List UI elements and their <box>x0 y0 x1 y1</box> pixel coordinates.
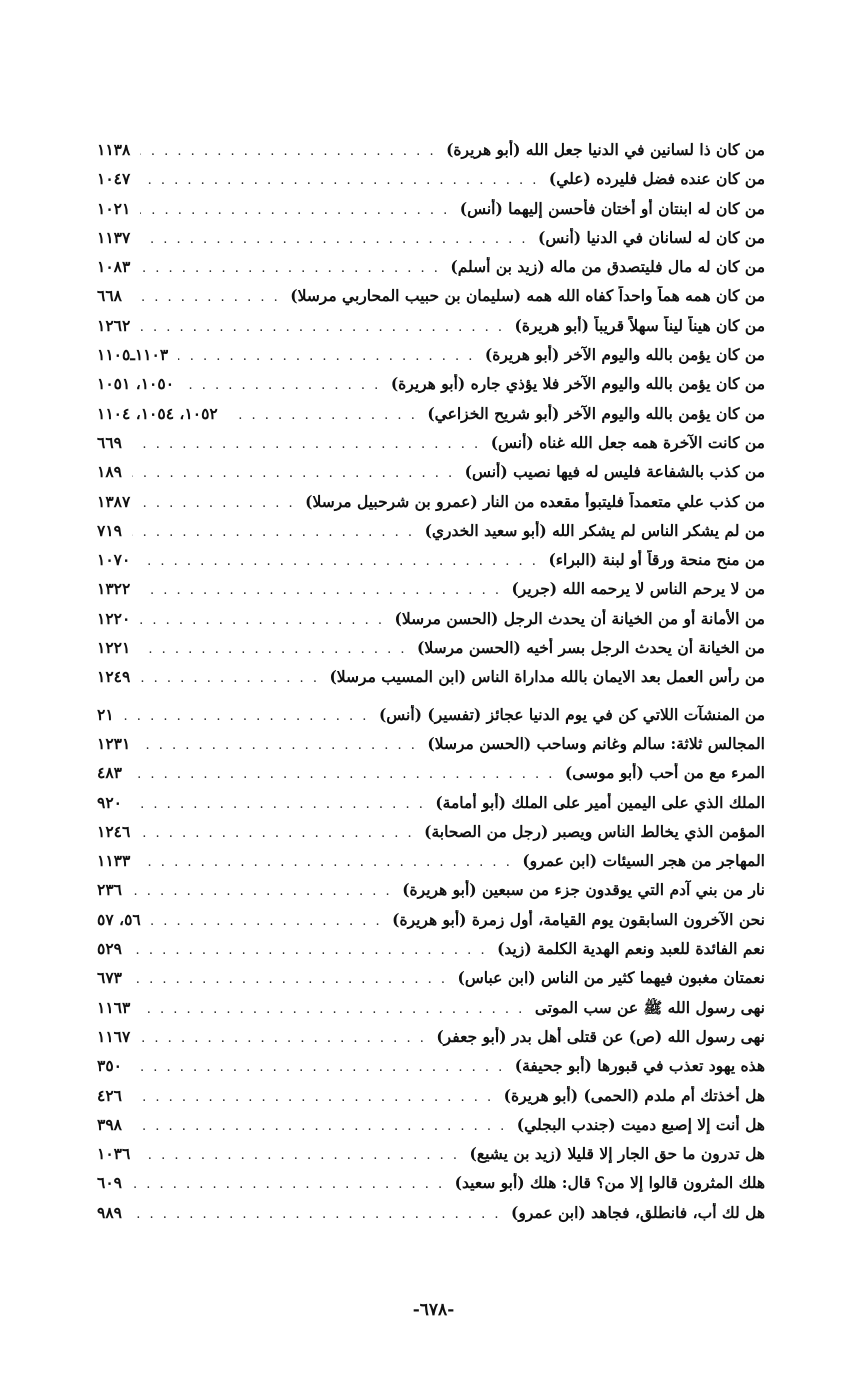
entry-reference-number: ١٢٤٩ <box>97 667 131 687</box>
entry-reference-number: ٣٩٨ <box>97 1114 122 1134</box>
index-entry <box>97 1115 765 1144</box>
entry-text: من كان يؤمن بالله واليوم الآخر فلا يؤذي جاره (أبو هريرة) <box>390 374 765 394</box>
entry-reference-number: ٢١ <box>97 704 114 724</box>
entry-text: نار من بني آدم التي يوقدون جزء من سبعين (أبو هريرة) <box>402 880 765 900</box>
dot-leader <box>140 642 407 657</box>
entry-reference-number: ١٠٨٣ <box>97 257 131 277</box>
dot-leader <box>132 1090 494 1105</box>
index-entry <box>97 433 765 462</box>
index-entry <box>97 199 765 228</box>
dot-leader <box>132 884 392 899</box>
entry-reference-number: ٦٦٨ <box>97 286 122 306</box>
entry-text: نعمتان مغبون فيهما كثير من الناس (ابن عباس) <box>457 968 765 988</box>
dot-leader <box>140 855 512 870</box>
dot-leader <box>140 826 414 841</box>
entry-text: من كان له لسانان في الدنيا (أنس) <box>538 227 765 247</box>
entry-reference-number: ١٢٢٠ <box>97 608 131 628</box>
entry-reference-number: ٥٦، ٥٧ <box>97 909 141 929</box>
entry-reference-number: ٩٨٩ <box>97 1202 122 1222</box>
dot-leader <box>140 1002 525 1017</box>
entry-text: المجالس ثلاثة: سالم وغانم وساحب (الحسن مرسلا) <box>427 733 765 753</box>
entry-text: هل أنت إلا إصبع دميت (جندب البجلي) <box>516 1114 765 1134</box>
entry-text: من كان ذا لسانين في الدنيا جعل الله (أبو هريرة) <box>446 140 765 159</box>
entry-text: من كان عنده فضل فليرده (علي) <box>548 169 765 189</box>
dot-leader <box>140 583 501 598</box>
entry-text: من الأمانة أو من الخيانة أن يحدث الرجل (الحسن مرسلا) <box>394 608 765 628</box>
entry-reference-number: ١١٣٧ <box>97 227 131 247</box>
entry-text: نهى رسول الله ﷺ عن سب الموتى <box>534 997 765 1017</box>
dot-leader <box>228 408 418 423</box>
index-entry <box>97 667 765 696</box>
index-entry <box>97 1173 765 1202</box>
entry-reference-number: ٣٥٠ <box>97 1056 122 1076</box>
dot-leader <box>124 709 369 724</box>
dot-leader <box>140 554 538 569</box>
entry-text: المهاجر من هجر السيئات (ابن عمرو) <box>522 851 765 871</box>
entry-reference-number: ١٢٢١ <box>97 638 131 658</box>
entry-text: هلك المثرون قالوا إلا من؟ قال: هلك (أبو سعيد) <box>454 1173 765 1193</box>
index-entry <box>97 1144 765 1173</box>
entry-reference-number: ١٠٣٦ <box>97 1144 131 1164</box>
dot-leader <box>140 671 319 686</box>
entry-text: نحن الآخرون السابقون يوم القيامة، أول زمرة (أبو هريرة) <box>392 909 765 929</box>
entry-text: من كان له ابنتان أو أختان فأحسن إليهما (أنس) <box>459 198 765 218</box>
index-entry <box>97 1027 765 1056</box>
dot-leader <box>140 496 295 511</box>
entry-reference-number: ١١٣٣ <box>97 851 131 871</box>
index-entry <box>97 638 765 667</box>
entry-text: من كان يؤمن بالله واليوم الآخر (أبو هريرة) <box>484 345 765 365</box>
index-entry <box>97 169 765 198</box>
entry-text: من كان يؤمن بالله واليوم الآخر (أبو شريح الخزاعي) <box>427 403 765 423</box>
entry-reference-number: ٩٢٠ <box>97 792 122 812</box>
entry-reference-number: ١١٦٧ <box>97 1026 131 1046</box>
dot-leader <box>132 972 448 987</box>
dot-leader <box>132 943 487 958</box>
dot-leader <box>151 914 382 929</box>
dot-leader <box>132 466 455 481</box>
entry-reference-number: ١١٠٣ـ١١٠٥ <box>97 345 169 365</box>
dot-leader <box>132 1060 505 1075</box>
index-entry <box>97 492 765 521</box>
entry-reference-number: ١٢٣١ <box>97 733 131 753</box>
entry-text: من منح منحة ورقاً أو لبنة (البراء) <box>548 550 765 570</box>
index-entry <box>97 763 765 792</box>
index-entry <box>97 968 765 997</box>
index-entry <box>97 1086 765 1115</box>
index-entry <box>97 822 765 851</box>
entry-text: هل أخذتك أم ملدم (الحمى) (أبو هريرة) <box>503 1085 765 1105</box>
index-entry <box>97 880 765 909</box>
dot-leader <box>132 797 425 812</box>
entry-text: نعم الفائدة للعبد ونعم الهدية الكلمة (زيد) <box>497 939 765 959</box>
index-entry <box>97 345 765 374</box>
index-entry <box>97 579 765 608</box>
dot-leader <box>140 613 384 628</box>
index-entry <box>97 404 765 433</box>
entry-reference-number: ١٠٥٢، ١٠٥٤، ١١٠٤ <box>97 403 218 423</box>
entry-reference-number: ٦٧٣ <box>97 968 122 988</box>
entry-reference-number: ٤٢٦ <box>97 1085 122 1105</box>
dot-leader <box>184 378 381 393</box>
index-entry <box>97 851 765 880</box>
entry-text: من كانت الآخرة همه جعل الله غناه (أنس) <box>490 432 765 452</box>
page-number: -٦٧٨- <box>412 1300 455 1320</box>
dot-leader <box>132 1177 445 1192</box>
entry-text: هل تدرون ما حق الجار إلا قليلا (زيد بن يشيع) <box>469 1144 765 1164</box>
dot-leader <box>140 232 528 247</box>
index-entry <box>97 521 765 550</box>
dot-leader <box>132 1119 507 1134</box>
entry-text: من كان هيناً ليناً سهلاً قريباً (أبو هريرة) <box>514 315 765 335</box>
index-list <box>97 140 765 1232</box>
entry-reference-number: ٦٠٩ <box>97 1173 122 1193</box>
entry-text: من كان همه هماً واحداً كفاه الله همه (سليمان بن حبيب المحاربي مرسلا) <box>290 286 765 306</box>
dot-leader <box>140 1031 426 1046</box>
entry-reference-number: ١٠٢١ <box>97 198 131 218</box>
dot-leader <box>140 320 504 335</box>
index-entry <box>97 1203 765 1232</box>
index-entry <box>97 793 765 822</box>
entry-reference-number: ١٨٩ <box>97 462 122 482</box>
dot-leader <box>140 144 436 159</box>
entry-text: من الخيانة أن يحدث الرجل بسر أخيه (الحسن مرسلا) <box>417 638 765 658</box>
index-entry <box>97 609 765 638</box>
dot-leader <box>132 437 481 452</box>
entry-reference-number: ١٣٨٧ <box>97 491 131 511</box>
dot-leader <box>132 1207 501 1222</box>
entry-text: من كان له مال فليتصدق من ماله (زيد بن أسلم) <box>450 257 765 277</box>
entry-reference-number: ١٠٧٠ <box>97 550 131 570</box>
dot-leader <box>140 261 440 276</box>
dot-leader <box>132 290 280 305</box>
entry-text: نهى رسول الله (ص) عن قتلى أهل بدر (أبو جعفر) <box>436 1026 765 1046</box>
entry-reference-number: ٧١٩ <box>97 520 122 540</box>
entry-text: من لم يشكر الناس لم يشكر الله (أبو سعيد الخدري) <box>424 520 765 540</box>
index-entry <box>97 705 765 734</box>
dot-leader <box>132 767 555 782</box>
dot-leader <box>178 349 475 364</box>
entry-text: الملك الذي على اليمين أمير على الملك (أبو أمامة) <box>435 792 765 812</box>
entry-reference-number: ٤٨٣ <box>97 763 122 783</box>
index-entry <box>97 286 765 315</box>
entry-reference-number: ١٣٢٢ <box>97 579 131 599</box>
entry-reference-number: ٥٢٩ <box>97 939 122 959</box>
entry-text: من المنشآت اللاتي كن في يوم الدنيا عجائز (تفسير) (أنس) <box>378 704 765 724</box>
dot-leader <box>140 203 449 218</box>
index-entry <box>97 462 765 491</box>
entry-reference-number: ١٠٤٧ <box>97 169 131 189</box>
index-entry <box>97 550 765 579</box>
index-entry <box>97 374 765 403</box>
index-entry <box>97 228 765 257</box>
entry-reference-number: ١٢٦٢ <box>97 315 131 335</box>
entry-text: من كذب علي متعمداً فليتبوأ مقعده من النار (عمرو بن شرحبيل مرسلا) <box>305 491 765 511</box>
entry-reference-number: ١٢٤٦ <box>97 821 131 841</box>
index-entry <box>97 257 765 286</box>
index-entry <box>97 910 765 939</box>
dot-leader <box>140 738 417 753</box>
entry-text: من كذب بالشفاعة فليس له فيها نصيب (أنس) <box>464 462 765 482</box>
index-entry <box>97 316 765 345</box>
entry-reference-number: ١١٣٨ <box>97 140 131 159</box>
index-entry <box>97 140 765 169</box>
entry-text: المؤمن الذي يخالط الناس ويصبر (رجل من الصحابة) <box>424 821 765 841</box>
index-entry <box>97 734 765 763</box>
entry-text: من لا يرحم الناس لا يرحمه الله (جرير) <box>511 579 765 599</box>
entry-reference-number: ٢٣٦ <box>97 880 122 900</box>
index-entry <box>97 939 765 968</box>
dot-leader <box>140 1148 459 1163</box>
entry-text: هل لك أب، فانطلق، فجاهد (ابن عمرو) <box>511 1202 765 1222</box>
entry-text: هذه يهود تعذب في قبورها (أبو جحيفة) <box>514 1056 765 1076</box>
entry-reference-number: ١١٦٣ <box>97 997 131 1017</box>
entry-text: المرء مع من أحب (أبو موسى) <box>564 763 765 783</box>
index-entry <box>97 998 765 1027</box>
dot-leader <box>140 173 539 188</box>
entry-reference-number: ١٠٥٠، ١٠٥١ <box>97 374 175 394</box>
entry-text: من رأس العمل بعد الايمان بالله مداراة الناس (ابن المسيب مرسلا) <box>329 667 765 687</box>
index-entry <box>97 1056 765 1085</box>
entry-reference-number: ٦٦٩ <box>97 432 122 452</box>
dot-leader <box>132 525 415 540</box>
